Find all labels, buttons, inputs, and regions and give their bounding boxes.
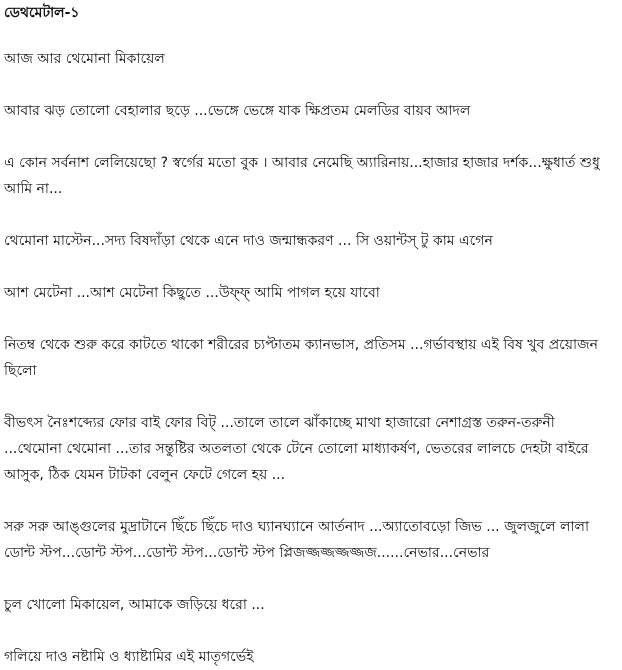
paragraph-7: বীভৎস নৈঃশব্দ্যের ফোর বাই ফোর বিট্ ...তালে তালে ঝাঁকাচ্ছে মাথা হাজারো নেশাগ্রস্ত তরুন-তরুনী ...থেমোনা থেমোনা ...তার সন্তুষ্টির অতলতা থেকে টেনে তোলো মাধ্যাকর্ষণ, ভেতরের লালচে দেহটা বাইরে আসুক, ঠিক যেমন টাটকা বেলুন ফেটে গেলে হয় ...	[4, 415, 589, 483]
spacer	[4, 24, 616, 46]
spacer	[4, 124, 616, 150]
paragraph-1: আজ আর থেমোনা মিকায়েল	[4, 51, 165, 67]
paragraph-3: এ কোন সর্বনাশ লেলিয়েছো ? স্বর্গের মতো বুক । আবার নেমেছি অ্যারিনায়...হাজার হাজার দর্শক...ক্ষুধার্ত শুধু আমি না...	[4, 155, 600, 197]
document-body	[4, 2, 616, 670]
spacer	[4, 254, 616, 280]
spacer	[4, 202, 616, 228]
spacer	[4, 306, 616, 332]
spacer	[4, 488, 616, 514]
spacer	[4, 72, 616, 98]
paragraph-10: গলিয়ে দাও নষ্টামি ও ধ্যাষ্টামির এই মাতৃগর্ভেই	[4, 649, 254, 665]
paragraph-6: নিতম্ব থেকে শুরু করে কাটতে থাকো শরীরের চ্যপ্টাতম ক্যানভাস, প্রতিসম ...গর্ভাবস্থায় এই বিষ খুব প্রয়োজন ছিলো	[4, 337, 598, 379]
spacer	[4, 566, 616, 592]
paragraph-9: চুল খোলো মিকায়েল, আমাকে জড়িয়ে ধরো ...	[4, 597, 265, 613]
spacer	[4, 618, 616, 644]
spacer	[4, 384, 616, 410]
paragraph-5: আশ মেটেনা ...আশ মেটেনা কিছুতে ...উফ্ফ্ আমি পাগল হয়ে যাবো	[4, 285, 380, 301]
paragraph-2: আবার ঝড় তোলো বেহালার ছড়ে ...ভেঙ্গে ভেঙ্গে যাক ক্ষিপ্রতম মেলডির বায়ব আদল	[4, 103, 471, 119]
document-title: ডেথমেটাল-১	[4, 5, 80, 21]
paragraph-4: থেমোনা মাস্টেন...সদ্য বিষদাঁড়া থেকে এনে দাও জন্মান্ধকরণ ... সি ওয়ান্টস্ টু কাম এগেন	[4, 233, 493, 249]
paragraph-8: সরু সরু আঙ্গুলের মুদ্রাটানে ছিঁচে ছিঁচে দাও ঘ্যানঘ্যানে আর্তনাদ ...অ্যাতোবড়ো জিভ ... জুলজুলে লালা ডোন্ট স্টপ...ডোন্ট স্টপ...ডোন্ট স্টপ...ডোন্ট স্টপ প্লিজজ্জজ্জজ্জজ্জজ......নেভার...নেভার	[4, 519, 590, 561]
